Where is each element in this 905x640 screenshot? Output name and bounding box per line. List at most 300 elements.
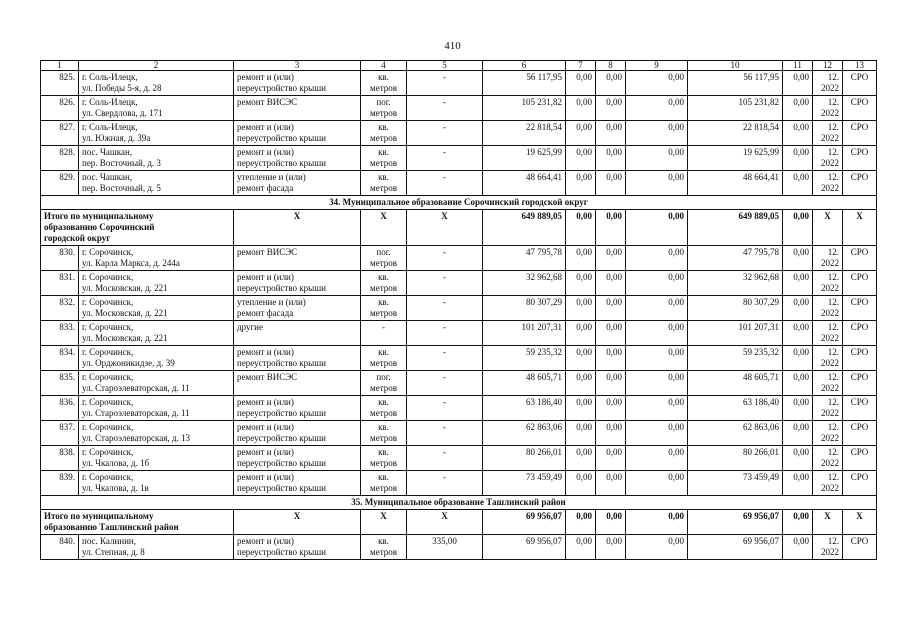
work-type-text: ремонт и (или) xyxy=(237,72,294,82)
table-row xyxy=(41,146,877,171)
completion-date-text: 2022 xyxy=(821,333,839,343)
fund-local-text: 0,00 xyxy=(668,147,684,157)
fund-owners xyxy=(688,346,783,371)
completion-date xyxy=(813,371,843,396)
fund-federal xyxy=(566,535,596,560)
address-text: ул. Московская, д. 221 xyxy=(82,333,168,343)
fund-other xyxy=(783,446,813,471)
unit-text: кв. xyxy=(378,147,389,157)
fund-regional-text: 0,00 xyxy=(606,422,622,432)
address xyxy=(79,421,234,446)
fund-local-text: 0,00 xyxy=(668,347,684,357)
total-x-text: Х xyxy=(824,511,831,521)
table-row xyxy=(41,271,877,296)
section-heading-row xyxy=(41,496,877,510)
unit xyxy=(361,146,407,171)
completion-date xyxy=(813,346,843,371)
fund-owners-text: 48 605,71 xyxy=(743,372,779,382)
fund-other-text: 0,00 xyxy=(793,397,809,407)
fund-owners-text: 101 207,31 xyxy=(738,322,779,332)
total-cost-text: 56 117,95 xyxy=(526,72,562,82)
fund-other-text: 0,00 xyxy=(793,472,809,482)
completion-date-text: 12. xyxy=(827,297,839,307)
fund-local xyxy=(626,171,688,196)
address xyxy=(79,146,234,171)
unit-text: кв. xyxy=(378,122,389,132)
volume xyxy=(407,146,483,171)
completion-date-text: 12. xyxy=(827,397,839,407)
work-type xyxy=(234,246,361,271)
row-number-text: 835. xyxy=(59,372,75,382)
unit xyxy=(361,421,407,446)
completion-date-text: 2022 xyxy=(821,158,839,168)
completion-date-text: 12. xyxy=(827,72,839,82)
completion-date xyxy=(813,146,843,171)
fund-regional xyxy=(596,271,626,296)
fund-owners-text: 69 956,07 xyxy=(743,536,779,546)
fund-other xyxy=(783,96,813,121)
row-number-text: 830. xyxy=(59,247,75,257)
total-fund-text: 0,00 xyxy=(606,211,622,221)
fund-local-text: 0,00 xyxy=(668,72,684,82)
fund-local xyxy=(626,121,688,146)
executor-text: СРО xyxy=(850,322,869,332)
fund-regional xyxy=(596,471,626,496)
total-cost xyxy=(483,171,566,196)
fund-local xyxy=(626,446,688,471)
fund-owners xyxy=(688,121,783,146)
fund-federal-text: 0,00 xyxy=(576,122,592,132)
fund-federal-text: 0,00 xyxy=(576,272,592,282)
total-cost-text: 73 459,49 xyxy=(526,472,562,482)
fund-other-text: 0,00 xyxy=(793,72,809,82)
total-cost xyxy=(483,535,566,560)
total-x xyxy=(843,510,877,535)
executor-text: СРО xyxy=(850,122,869,132)
fund-owners xyxy=(688,246,783,271)
work-type-text: переустройство крыши xyxy=(237,458,326,468)
address-text: г. Соль-Илецк, xyxy=(82,122,138,132)
fund-federal xyxy=(566,321,596,346)
fund-owners-text: 80 266,01 xyxy=(743,447,779,457)
fund-other-text: 0,00 xyxy=(793,247,809,257)
total-fund xyxy=(596,210,626,246)
address xyxy=(79,121,234,146)
row-number-text: 840. xyxy=(59,536,75,546)
total-cost xyxy=(483,346,566,371)
completion-date-text: 2022 xyxy=(821,108,839,118)
fund-regional-text: 0,00 xyxy=(606,97,622,107)
fund-owners xyxy=(688,296,783,321)
completion-date-text: 2022 xyxy=(821,358,839,368)
total-fund-text: 0,00 xyxy=(606,511,622,521)
unit xyxy=(361,535,407,560)
unit-text: кв. xyxy=(378,347,389,357)
fund-owners-text: 59 235,32 xyxy=(743,347,779,357)
completion-date-text: 12. xyxy=(827,422,839,432)
address-text: пос. Калинин, xyxy=(82,536,136,546)
work-type xyxy=(234,171,361,196)
address-text: г. Сорочинск, xyxy=(82,422,134,432)
executor xyxy=(843,535,877,560)
total-x xyxy=(361,210,407,246)
fund-federal xyxy=(566,246,596,271)
volume-text: - xyxy=(443,247,446,257)
address-text: ул. Чкалова, д. 1в xyxy=(82,483,149,493)
fund-local xyxy=(626,421,688,446)
completion-date-text: 12. xyxy=(827,472,839,482)
fund-local-text: 0,00 xyxy=(668,397,684,407)
table-row xyxy=(41,446,877,471)
volume-text: - xyxy=(443,397,446,407)
fund-other xyxy=(783,121,813,146)
total-fund xyxy=(626,510,688,535)
completion-date-text: 12. xyxy=(827,172,839,182)
fund-local-text: 0,00 xyxy=(668,536,684,546)
volume xyxy=(407,246,483,271)
unit-text: метров xyxy=(370,483,397,493)
executor xyxy=(843,346,877,371)
completion-date xyxy=(813,421,843,446)
fund-regional xyxy=(596,371,626,396)
total-fund xyxy=(596,510,626,535)
fund-federal xyxy=(566,171,596,196)
completion-date-text: 12. xyxy=(827,247,839,257)
section-title-text: 35. Муниципальное образование Ташлинский район xyxy=(351,497,566,507)
total-fund-text: 0,00 xyxy=(793,211,809,221)
total-x xyxy=(813,510,843,535)
total-x-text: Х xyxy=(293,511,301,521)
work-type xyxy=(234,96,361,121)
address xyxy=(79,346,234,371)
executor-text: СРО xyxy=(850,422,869,432)
total-cost xyxy=(483,71,566,96)
total-cost xyxy=(483,246,566,271)
total-cost xyxy=(483,96,566,121)
completion-date-text: 2022 xyxy=(821,283,839,293)
unit-text: метров xyxy=(370,283,397,293)
row-number xyxy=(41,446,79,471)
completion-date xyxy=(813,121,843,146)
work-type-text: ремонт и (или) xyxy=(237,472,294,482)
work-type-text: ремонт фасада xyxy=(237,183,294,193)
unit xyxy=(361,446,407,471)
total-cost-text: 63 186,40 xyxy=(526,397,562,407)
total-x xyxy=(407,510,483,535)
total-fund xyxy=(783,210,813,246)
completion-date-text: 12. xyxy=(827,147,839,157)
executor-text: СРО xyxy=(850,97,869,107)
address xyxy=(79,396,234,421)
work-type-text: ремонт ВИСЭС xyxy=(237,247,298,257)
total-x-text: Х xyxy=(856,211,863,221)
fund-owners xyxy=(688,421,783,446)
unit xyxy=(361,471,407,496)
total-cost-text: 62 863,06 xyxy=(526,422,562,432)
volume xyxy=(407,296,483,321)
fund-regional-text: 0,00 xyxy=(606,447,622,457)
fund-other-text: 0,00 xyxy=(793,297,809,307)
completion-date-text: 2022 xyxy=(821,183,839,193)
row-number-text: 838. xyxy=(59,447,75,457)
completion-date-text: 12. xyxy=(827,536,839,546)
row-number-text: 825. xyxy=(59,72,75,82)
unit-text: метров xyxy=(370,433,397,443)
work-type-text: ремонт и (или) xyxy=(237,536,294,546)
completion-date-text: 12. xyxy=(827,322,839,332)
executor-text: СРО xyxy=(850,272,869,282)
completion-date xyxy=(813,96,843,121)
col-header: 11 xyxy=(783,61,813,71)
total-cost-text: 22 818,54 xyxy=(526,122,562,132)
fund-other xyxy=(783,471,813,496)
total-cost xyxy=(483,446,566,471)
fund-regional xyxy=(596,71,626,96)
row-number-text: 828. xyxy=(59,147,75,157)
total-x-text: Х xyxy=(441,211,448,221)
executor xyxy=(843,246,877,271)
total-cost xyxy=(483,421,566,446)
unit-text: кв. xyxy=(378,447,389,457)
work-type-text: переустройство крыши xyxy=(237,358,326,368)
executor-text: СРО xyxy=(850,247,869,257)
row-number xyxy=(41,535,79,560)
fund-regional-text: 0,00 xyxy=(606,372,622,382)
unit-text: кв. xyxy=(378,272,389,282)
unit-text: метров xyxy=(370,158,397,168)
work-type xyxy=(234,535,361,560)
table-row xyxy=(41,421,877,446)
fund-owners-text: 56 117,95 xyxy=(743,72,779,82)
fund-regional xyxy=(596,171,626,196)
fund-federal xyxy=(566,96,596,121)
executor xyxy=(843,96,877,121)
volume-text: - xyxy=(443,322,446,332)
unit-text: метров xyxy=(370,83,397,93)
fund-other xyxy=(783,421,813,446)
volume-text: - xyxy=(443,122,446,132)
work-type-text: ремонт и (или) xyxy=(237,447,294,457)
completion-date-text: 12. xyxy=(827,97,839,107)
fund-owners-text: 63 186,40 xyxy=(743,397,779,407)
fund-local-text: 0,00 xyxy=(668,172,684,182)
total-x xyxy=(407,210,483,246)
executor xyxy=(843,271,877,296)
address-text: г. Соль-Илецк, xyxy=(82,72,138,82)
total-cost xyxy=(483,321,566,346)
total-fund-text: 649 889,05 xyxy=(738,211,779,221)
address-text: пос. Чашкан, xyxy=(82,147,133,157)
total-fund xyxy=(566,510,596,535)
work-type-text: переустройство крыши xyxy=(237,408,326,418)
fund-other xyxy=(783,535,813,560)
col-header: 5 xyxy=(407,61,483,71)
work-type-text: ремонт и (или) xyxy=(237,147,294,157)
unit xyxy=(361,171,407,196)
col-header: 1 xyxy=(41,61,79,71)
total-cost-text: 48 605,71 xyxy=(526,372,562,382)
row-number xyxy=(41,121,79,146)
row-number-text: 834. xyxy=(59,347,75,357)
fund-federal xyxy=(566,471,596,496)
unit-text: кв. xyxy=(378,422,389,432)
unit-text: пог. xyxy=(376,247,391,257)
fund-other xyxy=(783,396,813,421)
volume-text: - xyxy=(443,172,446,182)
unit-text: пог. xyxy=(376,97,391,107)
completion-date-text: 2022 xyxy=(821,258,839,268)
table-row xyxy=(41,71,877,96)
fund-other-text: 0,00 xyxy=(793,322,809,332)
unit-text: метров xyxy=(370,408,397,418)
fund-regional-text: 0,00 xyxy=(606,247,622,257)
completion-date-text: 2022 xyxy=(821,408,839,418)
fund-owners xyxy=(688,371,783,396)
volume-text: - xyxy=(443,97,446,107)
unit xyxy=(361,271,407,296)
address-text: ул. Степная, д. 8 xyxy=(82,547,145,557)
fund-federal xyxy=(566,446,596,471)
col-header: 4 xyxy=(361,61,407,71)
fund-other xyxy=(783,271,813,296)
address-text: ул. Староэлеваторская, д. 13 xyxy=(82,433,190,443)
address xyxy=(79,96,234,121)
total-cost-text: 59 235,32 xyxy=(526,347,562,357)
unit-text: кв. xyxy=(378,297,389,307)
address-text: ул. Карла Маркса, д. 244а xyxy=(82,258,180,268)
unit xyxy=(361,296,407,321)
executor-text: СРО xyxy=(850,372,869,382)
executor xyxy=(843,296,877,321)
unit-text: метров xyxy=(370,458,397,468)
fund-federal-text: 0,00 xyxy=(576,72,592,82)
work-type-text: ремонт ВИСЭС xyxy=(237,372,298,382)
executor-text: СРО xyxy=(850,397,869,407)
work-type xyxy=(234,371,361,396)
volume-text: - xyxy=(443,72,446,82)
completion-date xyxy=(813,246,843,271)
section-title xyxy=(41,196,877,210)
col-header: 13 xyxy=(843,61,877,71)
work-type-text: переустройство крыши xyxy=(237,483,326,493)
total-cost xyxy=(483,121,566,146)
fund-local xyxy=(626,246,688,271)
fund-owners xyxy=(688,396,783,421)
total-fund xyxy=(566,210,596,246)
row-number-text: 829. xyxy=(59,172,75,182)
unit-text: кв. xyxy=(378,472,389,482)
row-number xyxy=(41,271,79,296)
row-number xyxy=(41,296,79,321)
total-fund xyxy=(688,510,783,535)
total-cost-text: 47 795,78 xyxy=(526,247,562,257)
fund-regional xyxy=(596,146,626,171)
completion-date xyxy=(813,321,843,346)
fund-regional-text: 0,00 xyxy=(606,322,622,332)
fund-owners xyxy=(688,471,783,496)
unit xyxy=(361,71,407,96)
executor xyxy=(843,146,877,171)
completion-date-text: 2022 xyxy=(821,308,839,318)
fund-owners xyxy=(688,96,783,121)
fund-federal xyxy=(566,421,596,446)
address xyxy=(79,71,234,96)
unit xyxy=(361,246,407,271)
volume xyxy=(407,421,483,446)
total-fund-text: 0,00 xyxy=(668,211,684,221)
total-cost-text: 101 207,31 xyxy=(521,322,562,332)
total-label xyxy=(41,510,234,535)
fund-owners-text: 62 863,06 xyxy=(743,422,779,432)
address xyxy=(79,296,234,321)
address xyxy=(79,246,234,271)
total-cost xyxy=(483,296,566,321)
executor-text: СРО xyxy=(850,447,869,457)
volume-text: - xyxy=(443,347,446,357)
row-number-text: 833. xyxy=(59,322,75,332)
fund-other xyxy=(783,296,813,321)
address-text: ул. Орджоникидзе, д. 39 xyxy=(82,358,175,368)
volume xyxy=(407,535,483,560)
fund-local-text: 0,00 xyxy=(668,422,684,432)
table-row xyxy=(41,371,877,396)
total-label-text: образованию Сорочинский xyxy=(44,222,155,232)
column-numbers-row xyxy=(41,61,877,71)
volume-text: - xyxy=(443,372,446,382)
total-row xyxy=(41,210,877,246)
work-type-text: утепление и (или) xyxy=(237,297,306,307)
work-type xyxy=(234,296,361,321)
work-type-text: ремонт и (или) xyxy=(237,347,294,357)
row-number xyxy=(41,171,79,196)
work-type xyxy=(234,271,361,296)
fund-owners xyxy=(688,146,783,171)
fund-regional-text: 0,00 xyxy=(606,347,622,357)
completion-date-text: 2022 xyxy=(821,83,839,93)
total-fund-text: 0,00 xyxy=(576,511,592,521)
unit xyxy=(361,371,407,396)
work-type xyxy=(234,421,361,446)
work-type xyxy=(234,396,361,421)
total-cost xyxy=(483,371,566,396)
total-label-text: Итого по муниципальному xyxy=(44,211,154,221)
unit xyxy=(361,396,407,421)
col-header: 8 xyxy=(596,61,626,71)
fund-regional-text: 0,00 xyxy=(606,122,622,132)
volume xyxy=(407,446,483,471)
address xyxy=(79,535,234,560)
executor-text: СРО xyxy=(850,147,869,157)
volume-text: - xyxy=(443,272,446,282)
total-cost xyxy=(483,146,566,171)
table-row xyxy=(41,535,877,560)
unit-text: кв. xyxy=(378,536,389,546)
fund-regional xyxy=(596,446,626,471)
fund-federal-text: 0,00 xyxy=(576,447,592,457)
total-cost-text: 69 956,07 xyxy=(526,511,562,521)
fund-regional-text: 0,00 xyxy=(606,397,622,407)
fund-federal-text: 0,00 xyxy=(576,322,592,332)
fund-local-text: 0,00 xyxy=(668,122,684,132)
fund-other-text: 0,00 xyxy=(793,172,809,182)
unit-text: метров xyxy=(370,258,397,268)
fund-regional-text: 0,00 xyxy=(606,172,622,182)
fund-regional xyxy=(596,396,626,421)
fund-local xyxy=(626,71,688,96)
unit-text: кв. xyxy=(378,172,389,182)
completion-date-text: 12. xyxy=(827,122,839,132)
address xyxy=(79,271,234,296)
